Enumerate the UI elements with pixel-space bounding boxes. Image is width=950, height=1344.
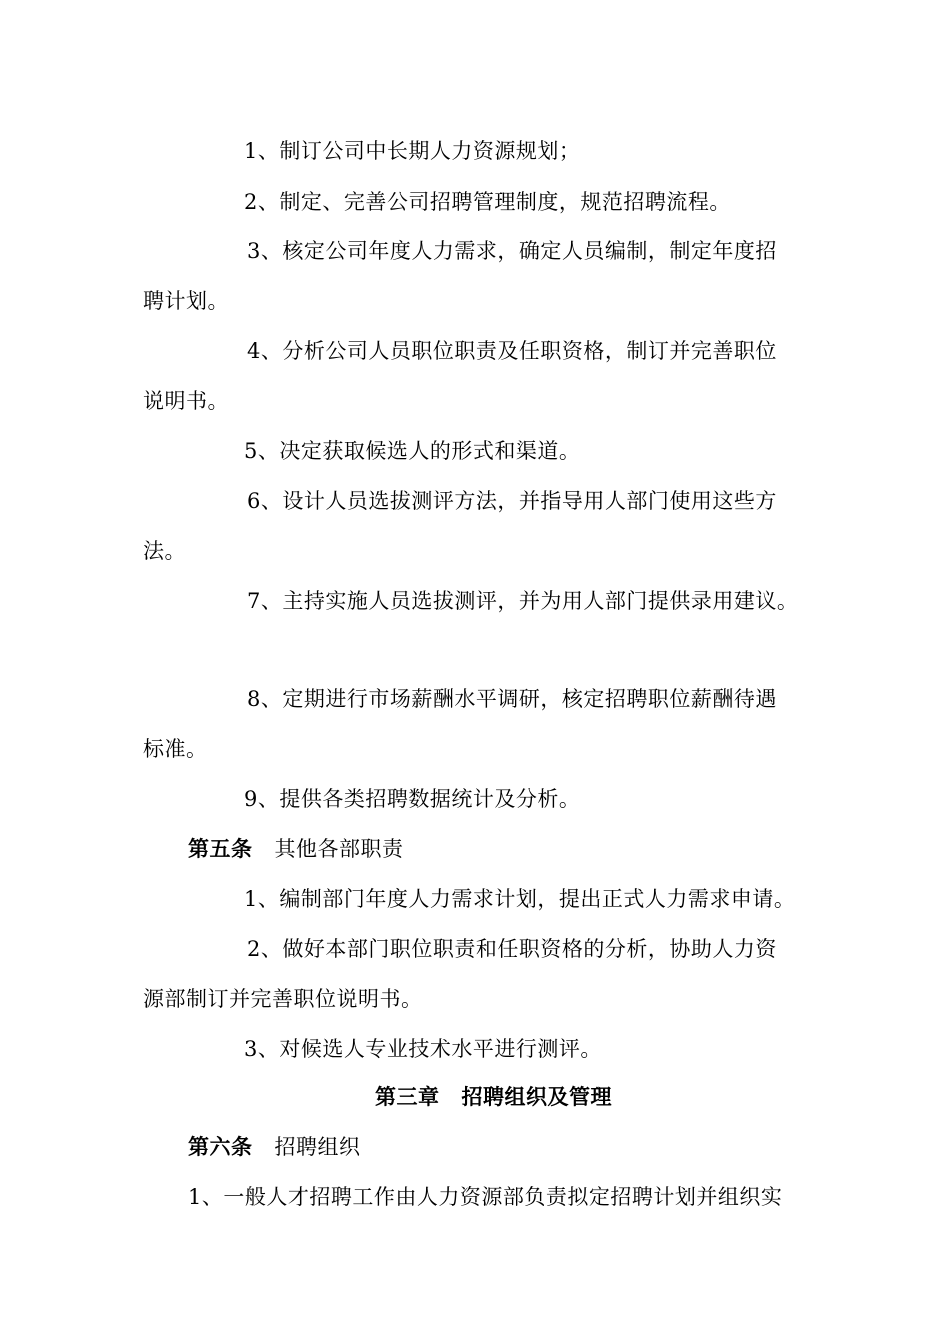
duty-item-3-cont: 聘计划。	[143, 289, 229, 313]
article-6-title: 招聘组织	[274, 1135, 361, 1159]
duty-item-6: 6、设计人员选拔测评方法，并指导用人部门使用这些方	[247, 489, 777, 513]
duty-item-7: 7、主持实施人员选拔测评，并为用人部门提供录用建议。	[247, 589, 799, 613]
article-5-item-1: 1、编制部门年度人力需求计划，提出正式人力需求申请。	[244, 887, 796, 911]
duty-item-6-cont: 法。	[143, 539, 186, 563]
duty-item-1: 1、制订公司中长期人力资源规划；	[244, 139, 581, 163]
duty-item-9: 9、提供各类招聘数据统计及分析。	[244, 787, 581, 811]
article-5-heading	[188, 834, 404, 864]
article-6-item-1: 1、一般人才招聘工作由人力资源部负责拟定招聘计划并组织实	[188, 1185, 783, 1209]
duty-item-3: 3、核定公司年度人力需求，确定人员编制，制定年度招	[247, 239, 777, 263]
article-5-item-2-cont: 源部制订并完善职位说明书。	[143, 987, 423, 1011]
article-5-item-2: 2、做好本部门职位职责和任职资格的分析，协助人力资	[247, 937, 777, 961]
chapter-3-title: 招聘组织及管理	[461, 1084, 612, 1109]
duty-item-4-cont: 说明书。	[143, 389, 229, 413]
article-5-label: 第五条	[188, 836, 253, 861]
duty-item-2: 2、制定、完善公司招聘管理制度，规范招聘流程。	[244, 190, 731, 214]
article-6-label: 第六条	[188, 1134, 253, 1159]
duty-item-8-cont: 标准。	[143, 737, 208, 761]
article-6-heading	[188, 1132, 361, 1162]
chapter-3-label: 第三章	[375, 1084, 440, 1109]
duty-item-5: 5、决定获取候选人的形式和渠道。	[244, 439, 581, 463]
duty-item-4: 4、分析公司人员职位职责及任职资格，制订并完善职位	[247, 339, 777, 363]
article-5-item-3: 3、对候选人专业技术水平进行测评。	[244, 1037, 602, 1061]
chapter-3-heading	[375, 1082, 612, 1112]
article-5-title: 其他各部职责	[274, 837, 404, 861]
duty-item-8: 8、定期进行市场薪酬水平调研，核定招聘职位薪酬待遇	[247, 687, 777, 711]
